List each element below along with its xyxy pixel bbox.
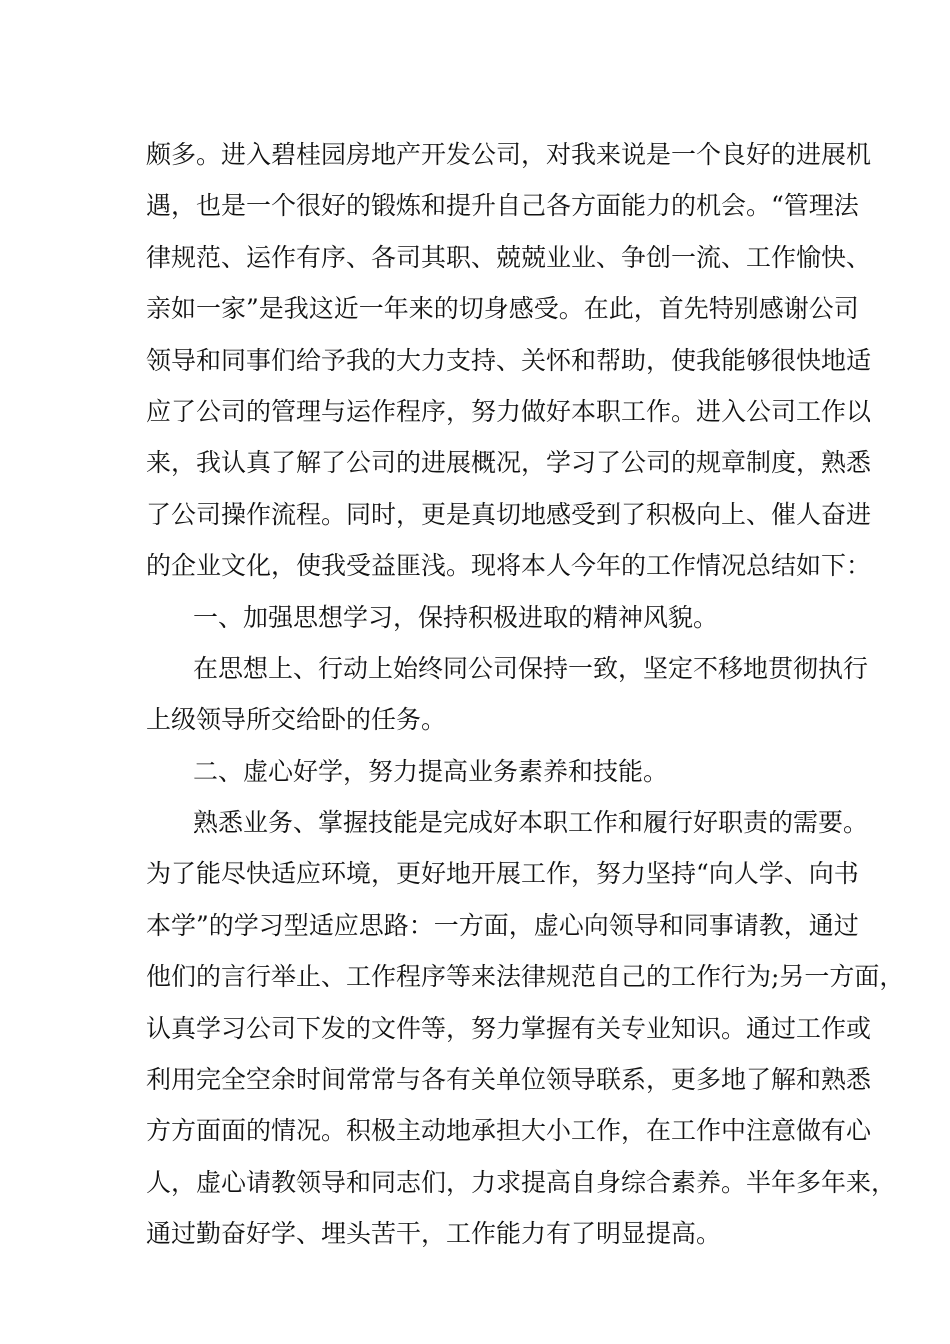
text-line: 人，虚心请教领导和同志们，力求提高自身综合素养。半年多年来， — [146, 1167, 897, 1197]
text-line: 通过勤奋好学、埋头苦干，工作能力有了明显提高。 — [146, 1219, 722, 1249]
text-line: 的企业文化，使我受益匪浅。现将本人今年的工作情况总结如下： — [146, 551, 872, 581]
text-line: 方方面面的情况。积极主动地承担大小工作，在工作中注意做有心 — [146, 1116, 872, 1146]
section-heading-2: 二、虚心好学，努力提高业务素养和技能。 — [193, 756, 669, 786]
text-line: 认真学习公司下发的文件等，努力掌握有关专业知识。通过工作或 — [146, 1013, 872, 1043]
text-line: 上级领导所交给卧的任务。 — [146, 705, 447, 735]
text-line: 本学”的学习型适应思路：一方面，虚心向领导和同事请教，通过 — [146, 910, 859, 940]
paragraph-first-line: 在思想上、行动上始终同公司保持一致，坚定不移地贯彻执行 — [193, 653, 869, 683]
paragraph-first-line: 熟悉业务、掌握技能是完成好本职工作和履行好职责的需要。 — [193, 808, 869, 838]
document-body — [146, 129, 905, 1260]
text-line: 应了公司的管理与运作程序，努力做好本职工作。进入公司工作以 — [146, 396, 872, 426]
text-line: 了公司操作流程。同时，更是真切地感受到了积极向上、催人奋进 — [146, 499, 872, 529]
section-heading-1: 一、加强思想学习，保持积极进取的精神风貌。 — [193, 602, 719, 632]
text-line: 来，我认真了解了公司的进展概况，学习了公司的规章制度，熟悉 — [146, 448, 872, 478]
text-line: 他们的言行举止、工作程序等来法律规范自己的工作行为;另一方面， — [146, 962, 905, 992]
text-line: 遇，也是一个很好的锻炼和提升自己各方面能力的机会。“管理法 — [146, 191, 859, 221]
text-line: 颇多。进入碧桂园房地产开发公司，对我来说是一个良好的进展机 — [146, 140, 872, 169]
text-line: 亲如一家”是我这近一年来的切身感受。在此，首先特别感谢公司 — [146, 294, 859, 324]
text-line: 领导和同事们给予我的大力支持、关怀和帮助，使我能够很快地适 — [146, 345, 872, 375]
text-line: 为了能尽快适应环境，更好地开展工作，努力坚持“向人学、向书 — [146, 859, 859, 889]
text-line: 律规范、运作有序、各司其职、兢兢业业、争创一流、工作愉快、 — [146, 242, 872, 272]
text-line: 利用完全空余时间常常与各有关单位领导联系，更多地了解和熟悉 — [146, 1065, 872, 1095]
